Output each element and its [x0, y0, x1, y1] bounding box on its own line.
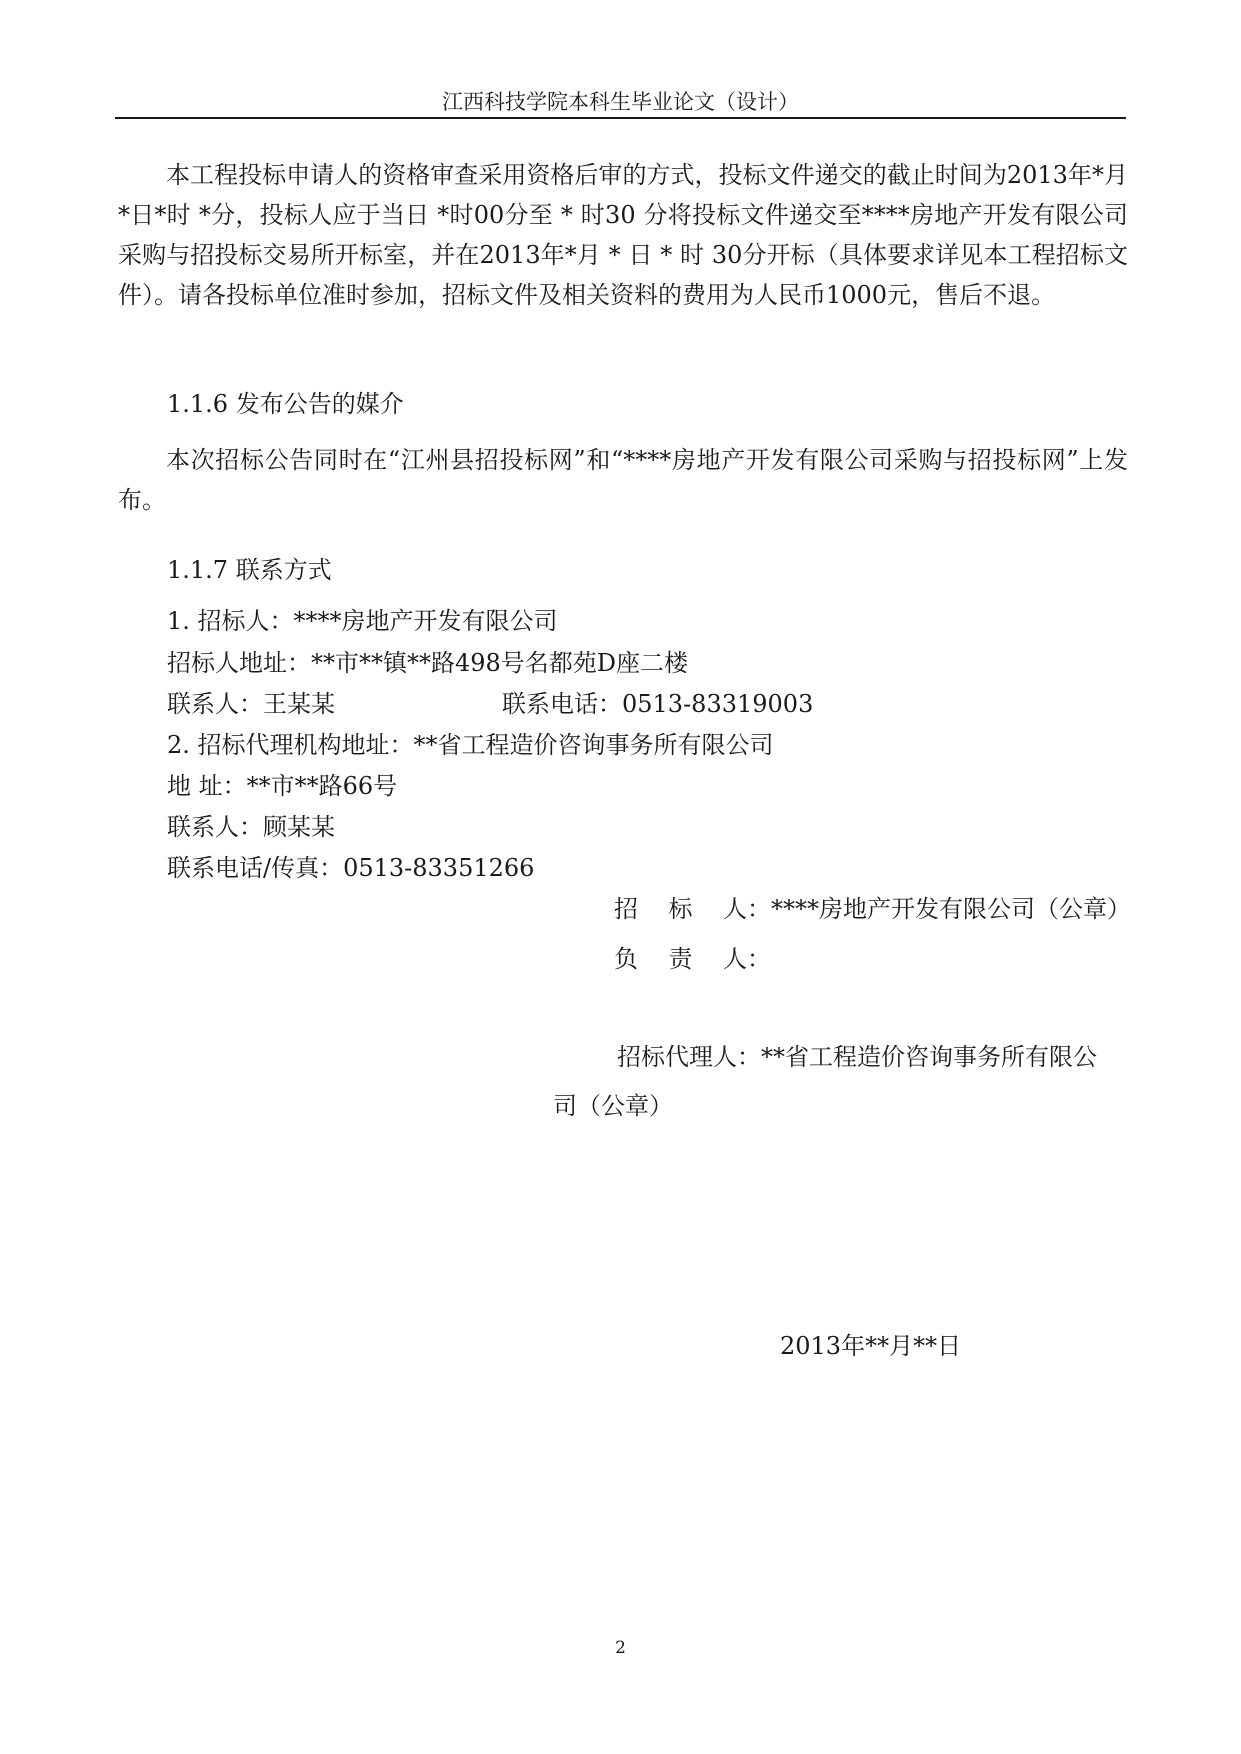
agency-line: 2. 招标代理机构地址：**省工程造价咨询事务所有限公司 — [167, 731, 774, 759]
agency-phone-fax: 联系电话/传真：0513-83351266 — [167, 854, 535, 882]
section-heading-contact: 1.1.7 联系方式 — [167, 556, 332, 584]
agency-address: 地 址：**市**路66号 — [167, 772, 398, 800]
signature-date: 2013年**月**日 — [780, 1332, 962, 1360]
intro-paragraph: 本工程投标申请人的资格审查采用资格后审的方式，投标文件递交的截止时间为2013年*月 *日*时 *分，投标人应于当日 *时00分至 * 时30 分将投标文件递交至****房地产开发有限公司采购与招投标交易所开标室，并在2013年*月 * 日 * 时 30分开标（具体要求详见本工程招标文件）。请各投标单位准时参加，招标文件及相关资料的费用为人民币1000元，售后不退。 — [118, 161, 1128, 309]
tenderer-address: 招标人地址：**市**镇**路498号名都苑D座二楼 — [167, 649, 689, 677]
page-header-title: 江西科技学院本科生毕业论文（设计） — [442, 90, 799, 114]
header-divider — [115, 117, 1126, 119]
section-heading-media: 1.1.6 发布公告的媒介 — [167, 390, 404, 418]
media-paragraph: 本次招标公告同时在“江州县招投标网”和“****房地产开发有限公司采购与招投标网”上发布。 — [118, 446, 1128, 514]
signature-agent-line2: 司（公章） — [553, 1092, 673, 1120]
agency-contact-person: 联系人：顾某某 — [167, 813, 335, 841]
tenderer-contact-person: 联系人：王某某 — [167, 690, 335, 718]
signature-tenderer: 招 标 人：****房地产开发有限公司（公章） — [614, 895, 1132, 923]
page-number: 2 — [615, 1638, 626, 1658]
tenderer-line: 1. 招标人：****房地产开发有限公司 — [167, 607, 558, 635]
tenderer-phone: 联系电话：0513-83319003 — [502, 690, 814, 718]
signature-responsible-person: 负 责 人： — [614, 945, 772, 973]
signature-agent-line1: 招标代理人：**省工程造价咨询事务所有限公 — [617, 1043, 1097, 1071]
